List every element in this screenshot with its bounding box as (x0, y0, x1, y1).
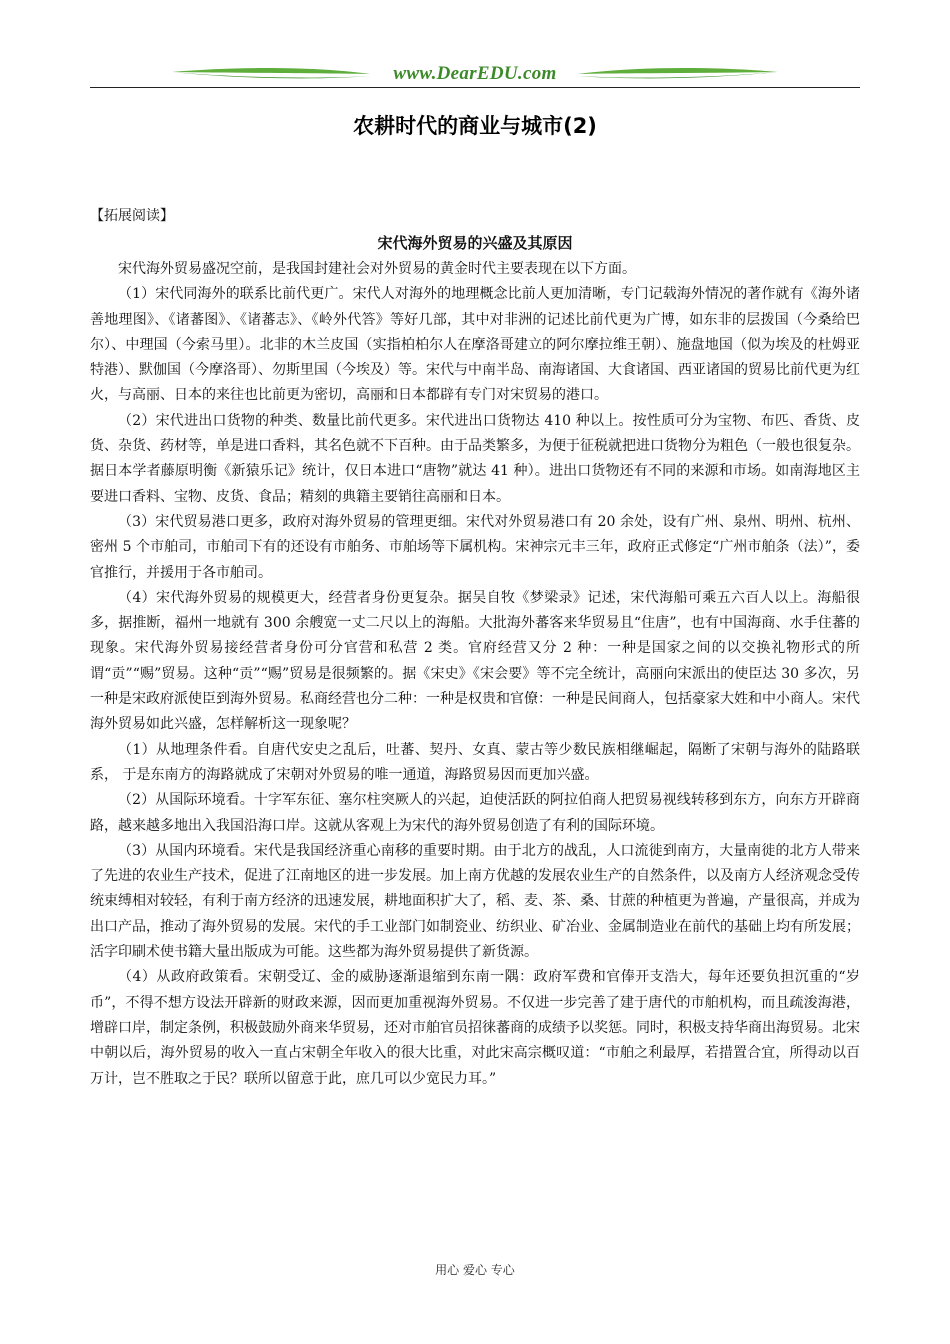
paragraph: （1）从地理条件看。自唐代安史之乱后，吐蕃、契丹、女真、蒙古等少数民族相继崛起，隔断了宋朝与海外的陆路联系， 于是东南方的海路就成了宋朝对外贸易的唯一通道，海路贸易因而更加兴盛。 (90, 741, 860, 783)
page-footer: 用心 爱心 专心 (435, 1263, 515, 1277)
site-header (90, 58, 860, 90)
site-logo-text: www.DearEDU.com (393, 63, 557, 84)
header-divider (90, 87, 860, 88)
page-title: 农耕时代的商业与城市(2) (353, 114, 597, 138)
article-title: 宋代海外贸易的兴盛及其原因 (377, 234, 573, 252)
paragraph: （4）从政府政策看。宋朝受辽、金的威胁逐渐退缩到东南一隅：政府军费和官俸开支浩大，每年还要负担沉重的“岁币”，不得不想方设法开辟新的财政来源，因而更加重视海外贸易。不仅进一步完善了建于唐代的市舶机构，而且疏浚海港，增辟口岸，制定条例，积极鼓励外商来华贸易，还对市舶官员招徕蕃商的成绩予以奖惩。同时，积极支持华商出海贸易。北宋中朝以后，海外贸易的收入一直占宋朝全年收入的很大比重，对此宋高宗概叹道：“市舶之利最厚，若措置合宜，所得动以百万计，岂不胜取之于民？联所以留意于此，庶几可以少宽民力耳。” (90, 969, 860, 1087)
paragraph: （3）宋代贸易港口更多，政府对海外贸易的管理更细。宋代对外贸易港口有 20 余处，设有广州、泉州、明州、杭州、密州 5 个市舶司，市舶司下有的还设有市舶务、市舶场等下属机构。宋神宗元丰三年，政府正式修定“广州市舶条（法）”，委官推行，并援用于各市舶司。 (90, 513, 860, 581)
section-tag: 【拓展阅读】 (90, 208, 174, 224)
paragraph: 宋代海外贸易盛况空前，是我国封建社会对外贸易的黄金时代主要表现在以下方面。 (118, 261, 636, 277)
article-body (90, 257, 860, 1092)
paragraph: （3）从国内环境看。宋代是我国经济重心南移的重要时期。由于北方的战乱，人口流徙到南方，大量南徙的北方人带来了先进的农业生产技术，促进了江南地区的进一步发展。加上南方优越的发展农业生产的自然条件，以及南方人经济观念受传统束缚相对较轻，有利于南方经济的迅速发展，耕地面积扩大了，稻、麦、茶、桑、甘蔗的种植更为普遍，产量很高，并成为出口产品，推动了海外贸易的发展。宋代的手工业部门如制瓷业、纺织业、矿冶业、金属制造业在前代的基础上均有所发展；活字印刷术使书籍大量出版成为可能。这些都为海外贸易提供了新货源。 (90, 842, 860, 961)
paragraph: （2）宋代进出口货物的种类、数量比前代更多。宋代进出口货物达 410 种以上。按性质可分为宝物、布匹、香货、皮货、杂货、药材等，单是进口香料，其名色就不下百种。由于品类繁多，为便于征税就把进口货物分为粗色（一般也很复杂。据日本学者藤原明衡《新猿乐记》统计，仅日本进口“唐物”就达 41 种）。进出口货物还有不同的来源和市场。如南海地区主要进口香料、宝物、皮货、食品；精刻的典籍主要销往高丽和日本。 (90, 412, 860, 505)
paragraph: （4）宋代海外贸易的规模更大，经营者身份更复杂。据吴自牧《梦梁录》记述，宋代海船可乘五六百人以上。海船很多，据推断，福州一地就有 300 余艘宽一丈二尺以上的海船。大批海外蕃客来华贸易且“住唐”，也有中国海商、水手住蕃的现象。宋代海外贸易接经营者身份可分官营和私营 2 类。官府经营又分 2 种：一种是国家之间的以交换礼物形式的所谓“贡”“赐”贸易。这种“贡”“赐”贸易是很频繁的。据《宋史》《宋会要》等不完全统计，高丽向宋派出的使臣达 30 多次，另一种是宋政府派使臣到海外贸易。私商经营也分二种：一种是权贵和官僚：一种是民间商人，包括豪家大姓和中小商人。宋代海外贸易如此兴盛，怎样解析这一现象呢？ (90, 589, 860, 733)
paragraph: （1）宋代同海外的联系比前代更广。宋代人对海外的地理概念比前人更加清晰，专门记载海外情况的著作就有《海外诸善地理图》、《诸蕃图》、《诸蕃志》、《岭外代答》等好几部，其中对非洲的记述比前代更为广博，如东非的层拨国（今桑给巴尔）、中理国（今索马里）。北非的木兰皮国（实指柏柏尔人在摩洛哥建立的阿尔摩拉维王朝）、施盘地国（似为埃及的杜姆亚特港）、默伽国（今摩洛哥）、勿斯里国（今埃及）等。宋代与中南半岛、南海诸国、大食诸国、西亚诸国的贸易比前代更为红火，与高丽、日本的来往也比前更为密切，高丽和日本都辟有专门对宋贸易的港口。 (90, 286, 860, 404)
paragraph: （2）从国际环境看。十字军东征、塞尔柱突厥人的兴起，迫使活跃的阿拉伯商人把贸易视线转移到东方，向东方开辟商路，越来越多地出入我国沿海口岸。这就从客观上为宋代的海外贸易创造了有利的国际环境。 (90, 792, 860, 834)
